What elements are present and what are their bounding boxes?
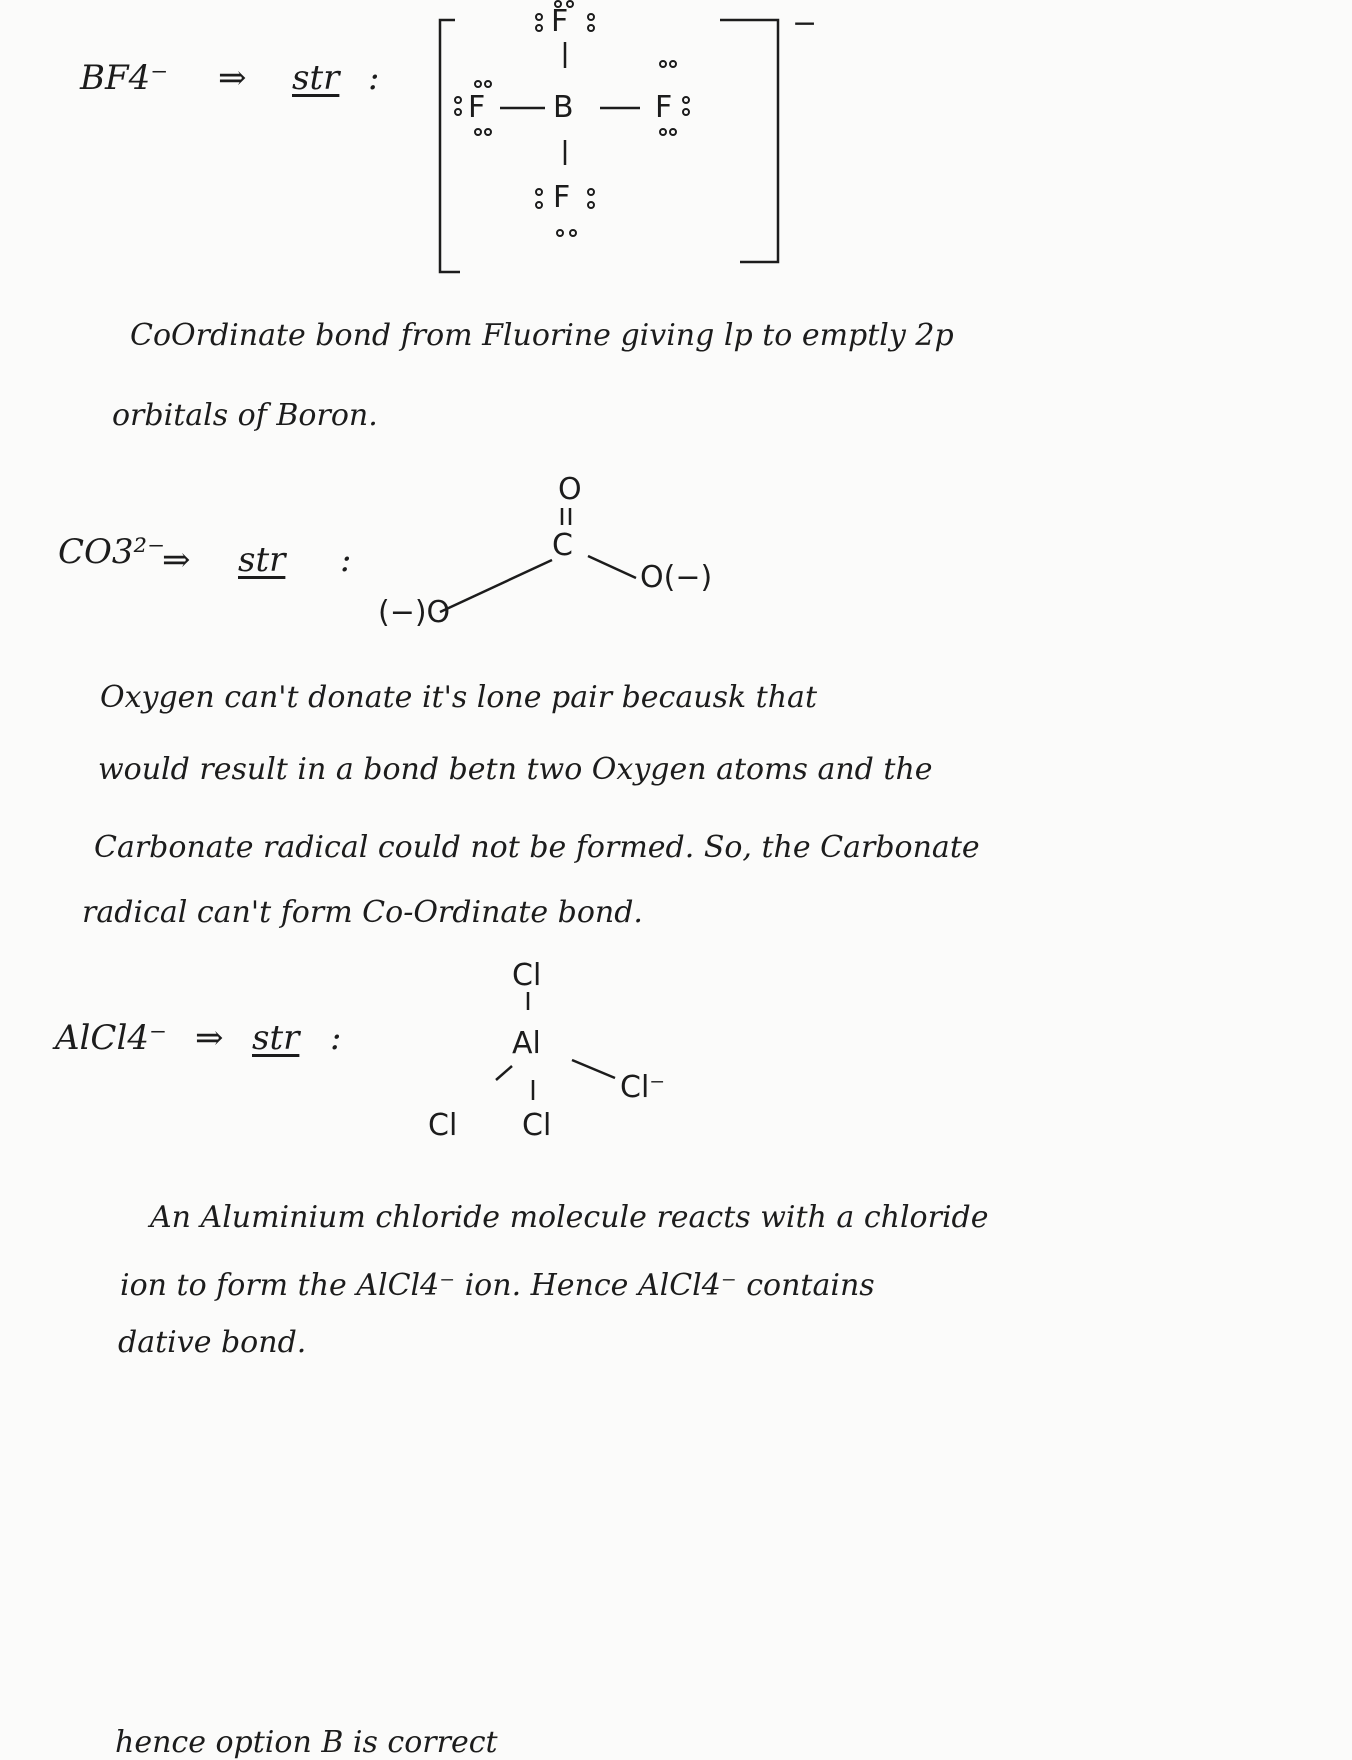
bf4-charge: − <box>792 6 818 41</box>
alcl4-arrow: ⇒ <box>195 1018 224 1058</box>
bf4-label: BF4⁻ <box>80 58 169 98</box>
alcl4-atom-left-chlorine: Cl <box>428 1108 458 1143</box>
alcl4-bond-left <box>496 1066 512 1080</box>
bf4-explanation-line-2: orbitals of Boron. <box>112 398 378 433</box>
bf4-atom-right: F <box>655 90 673 125</box>
bf4-str-colon: : <box>368 58 380 98</box>
alcl4-str-colon: : <box>330 1018 342 1058</box>
bf4-str-label: str <box>292 58 340 98</box>
bf4-atom-top: F <box>551 4 569 39</box>
co3-label: CO3²⁻ <box>58 532 166 572</box>
co3-atom-left-oxygen: (−)O <box>378 595 451 630</box>
co3-atom-top-oxygen: O <box>558 472 582 507</box>
alcl4-label: AlCl4⁻ <box>55 1018 167 1058</box>
bf4-atom-bottom: F <box>553 180 571 215</box>
co3-bond-left <box>440 560 552 612</box>
bf4-atom-center: B <box>553 90 574 125</box>
alcl4-explanation-line-1: An Aluminium chloride molecule reacts with a chloride <box>150 1200 989 1235</box>
alcl4-atom-aluminium: Al <box>512 1026 541 1061</box>
alcl4-explanation-line-2: ion to form the AlCl4⁻ ion. Hence AlCl4⁻ contains <box>120 1268 875 1303</box>
co3-str-colon: : <box>340 540 352 580</box>
alcl4-explanation-line-3: dative bond. <box>118 1325 307 1360</box>
co3-explanation-line-3: Carbonate radical could not be formed. So, the Carbonate <box>94 830 980 865</box>
co3-explanation-line-4: radical can't form Co-Ordinate bond. <box>82 895 643 930</box>
alcl4-bond-right <box>572 1060 615 1078</box>
co3-bond-right <box>588 556 636 578</box>
conclusion-text: hence option B is correct <box>115 1725 498 1760</box>
co3-explanation-line-1: Oxygen can't donate it's lone pair becausk that <box>100 680 817 715</box>
co3-explanation-line-2: would result in a bond betn two Oxygen atoms and the <box>98 752 933 787</box>
co3-str-label: str <box>238 540 286 580</box>
alcl4-str-label: str <box>252 1018 300 1058</box>
bf4-atom-left: F <box>468 90 486 125</box>
alcl4-atom-top-chlorine: Cl <box>512 958 542 993</box>
co3-atom-right-oxygen: O(−) <box>640 560 713 595</box>
alcl4-atom-bottom-chlorine: Cl <box>522 1108 552 1143</box>
alcl4-atom-right-chlorine: Cl⁻ <box>620 1070 666 1105</box>
bf4-explanation-line-1: CoOrdinate bond from Fluorine giving lp to emptly 2p <box>130 318 954 353</box>
co3-atom-carbon: C <box>552 528 573 563</box>
bf4-right-bracket <box>720 20 778 262</box>
bf4-left-bracket <box>440 20 460 272</box>
co3-arrow: ⇒ <box>162 540 191 580</box>
bf4-arrow: ⇒ <box>218 58 247 98</box>
